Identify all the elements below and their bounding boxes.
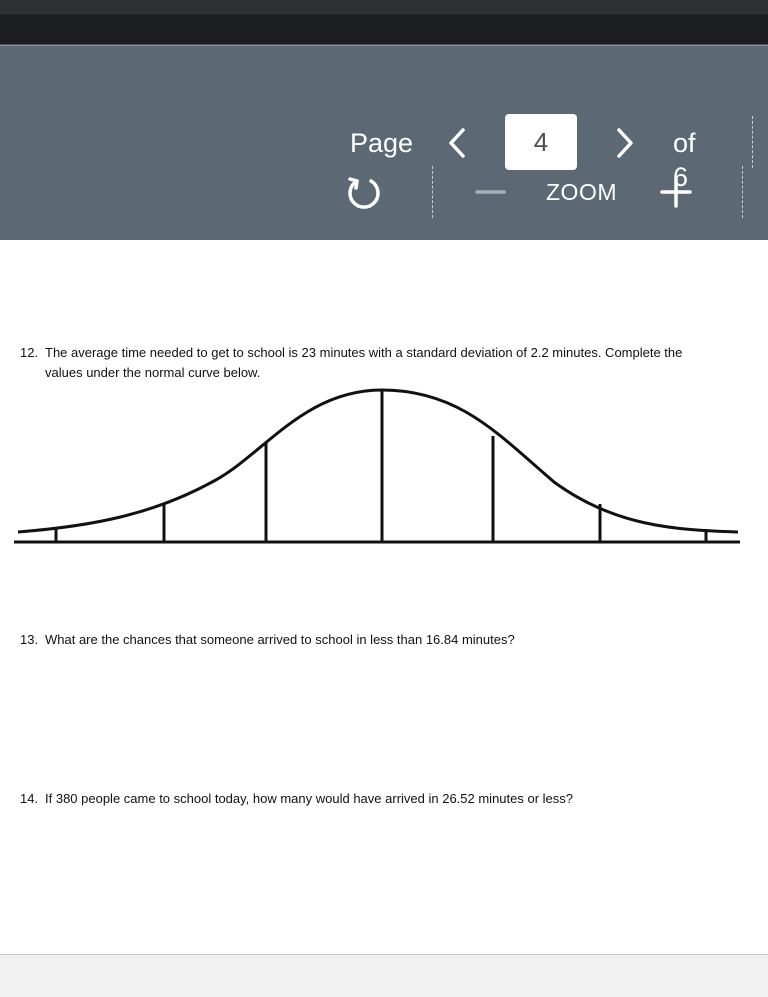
total-pages-label: of 6 xyxy=(673,128,696,192)
question-14 xyxy=(20,789,750,809)
question-13 xyxy=(20,630,750,650)
normal-curve-diagram xyxy=(14,386,740,546)
question-number: 13. xyxy=(20,632,39,647)
chevron-left-icon xyxy=(443,124,473,162)
question-number: 14. xyxy=(20,791,39,806)
reset-view-button[interactable] xyxy=(345,172,383,212)
rotate-icon xyxy=(345,172,383,212)
chevron-right-icon xyxy=(610,124,640,162)
question-text: What are the chances that someone arrived to school in less than 16.84 minutes? xyxy=(45,632,515,647)
top-bar xyxy=(0,0,768,46)
pdf-viewer-toolbar xyxy=(0,46,768,240)
toolbar-divider xyxy=(432,166,433,218)
question-text: If 380 people came to school today, how many would have arrived in 26.52 minutes or less? xyxy=(45,791,574,806)
toolbar-divider xyxy=(742,166,743,218)
toolbar-divider xyxy=(752,116,753,168)
zoom-in-button[interactable] xyxy=(658,174,694,210)
next-page-button[interactable] xyxy=(610,124,640,162)
footer-bar xyxy=(0,954,768,997)
page-label: Page xyxy=(350,128,414,158)
document-page xyxy=(0,240,768,954)
plus-icon xyxy=(658,174,694,210)
question-12 xyxy=(20,343,750,383)
bell-curve xyxy=(18,390,738,532)
minus-icon xyxy=(474,180,508,204)
question-number: 12. xyxy=(20,345,39,360)
question-text: The average time needed to get to school is 23 minutes with a standard deviation of 2.2 minutes. Complete the xyxy=(45,345,683,360)
zoom-out-button[interactable] xyxy=(474,180,508,204)
previous-page-button[interactable] xyxy=(443,124,473,162)
zoom-label: ZOOM xyxy=(546,179,617,205)
question-text-continued: values under the normal curve below. xyxy=(45,365,261,380)
page-number-input[interactable] xyxy=(505,114,577,170)
